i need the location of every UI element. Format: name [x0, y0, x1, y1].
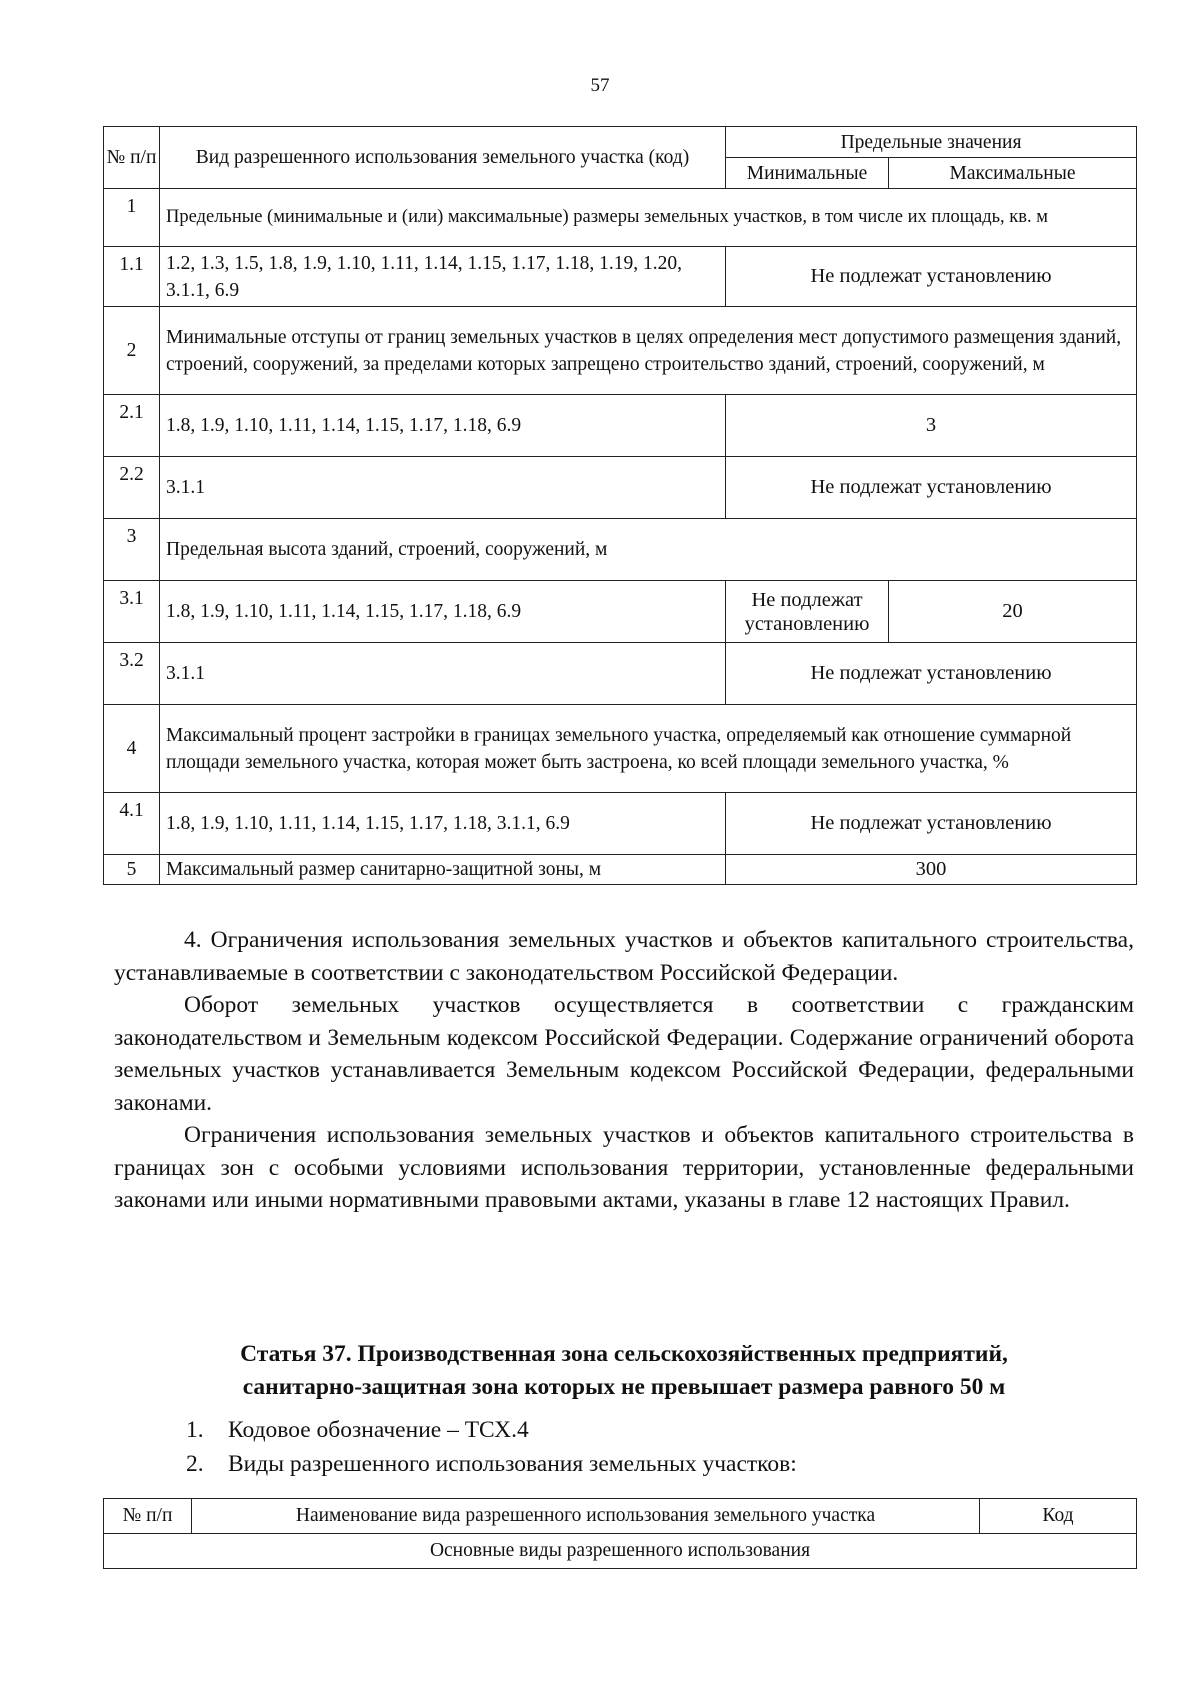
table-row [104, 307, 1137, 395]
table-row [104, 581, 1137, 643]
table-header-row [104, 127, 1137, 158]
row-codes: 1.2, 1.3, 1.5, 1.8, 1.9, 1.10, 1.11, 1.14, 1.15, 1.17, 1.18, 1.19, 1.20, 3.1.1, 6.9 [160, 247, 726, 307]
list-item [186, 1413, 1086, 1447]
row-value: Не подлежат установлению [726, 247, 1137, 307]
row-num: 3 [104, 519, 160, 581]
row-text: Минимальные отступы от границ земельных участков в целях определения мест допустимого размещения зданий, строений, сооружений, за пределами которых запрещено строительство зданий, строений, сооружений, м [160, 307, 1137, 395]
list-item-text: Кодовое обозначение – ТСХ.4 [228, 1417, 529, 1443]
table-header-row [104, 1499, 1137, 1534]
row-num: 4.1 [104, 793, 160, 855]
row-text: Предельные (минимальные и (или) максимальные) размеры земельных участков, в том числе их площадь, кв. м [160, 189, 1137, 247]
limits-table [103, 126, 1137, 885]
row-text: Максимальный размер санитарно-защитной зоны, м [160, 855, 726, 885]
header-name: Наименование вида разрешенного использования земельного участка [192, 1499, 980, 1534]
row-min: Не подлежат установлению [726, 581, 889, 643]
table-row [104, 643, 1137, 705]
row-num: 2.1 [104, 395, 160, 457]
row-num: 5 [104, 855, 160, 885]
list-item-text: Виды разрешенного использования земельных участков: [228, 1451, 797, 1477]
row-max: 20 [889, 581, 1137, 643]
table-row [104, 457, 1137, 519]
row-value: 3 [726, 395, 1137, 457]
table-section-row [104, 1534, 1137, 1569]
article-title [114, 1338, 1134, 1404]
row-num: 2 [104, 307, 160, 395]
table-row [104, 793, 1137, 855]
numbered-list [186, 1413, 1086, 1481]
row-codes: 1.8, 1.9, 1.10, 1.11, 1.14, 1.15, 1.17, 1.18, 6.9 [160, 581, 726, 643]
table-row [104, 189, 1137, 247]
row-codes: 1.8, 1.9, 1.10, 1.11, 1.14, 1.15, 1.17, 1.18, 6.9 [160, 395, 726, 457]
row-value: 300 [726, 855, 1137, 885]
paragraph: 4. Ограничения использования земельных участков и объектов капитального строительства, устанавливаемые в соответствии с законодательством Российской Федерации. [114, 927, 1134, 986]
row-num: 4 [104, 705, 160, 793]
row-codes: 3.1.1 [160, 643, 726, 705]
list-item-number: 1. [186, 1417, 204, 1443]
row-text: Предельная высота зданий, строений, сооружений, м [160, 519, 1137, 581]
paragraph: Оборот земельных участков осуществляется в соответствии с гражданским законодательством и Земельным кодексом Российской Федерации. Содержание ограничений оборота земельных участков устанавливается Земельным кодексом Российской Федерации, федеральными законами. [114, 992, 1134, 1116]
table-row [104, 855, 1137, 885]
header-min: Минимальные [726, 158, 889, 189]
list-item-number: 2. [186, 1451, 204, 1477]
paragraph: Ограничения использования земельных участков и объектов капитального строительства в границах зон с особыми условиями использования территории, установленные федеральными законами или иными нормативными правовыми актами, указаны в главе 12 настоящих Правил. [114, 1122, 1134, 1213]
row-num: 3.2 [104, 643, 160, 705]
article-title-line: санитарно-защитная зона которых не превышает размера равного 50 м [242, 1374, 1006, 1400]
row-codes: 1.8, 1.9, 1.10, 1.11, 1.14, 1.15, 1.17, 1.18, 3.1.1, 6.9 [160, 793, 726, 855]
table-row [104, 247, 1137, 307]
permitted-use-table [103, 1498, 1137, 1569]
row-num: 1 [104, 189, 160, 247]
row-num: 2.2 [104, 457, 160, 519]
list-item [186, 1447, 1086, 1481]
row-codes: 3.1.1 [160, 457, 726, 519]
header-num: № п/п [104, 127, 160, 189]
table-row [104, 705, 1137, 793]
header-limits: Предельные значения [726, 127, 1137, 158]
table-row [104, 395, 1137, 457]
body-text [114, 924, 1134, 1217]
header-type: Вид разрешенного использования земельного участка (код) [160, 127, 726, 189]
header-max: Максимальные [889, 158, 1137, 189]
row-value: Не подлежат установлению [726, 457, 1137, 519]
article-title-line: Статья 37. Производственная зона сельскохозяйственных предприятий, [240, 1341, 1008, 1367]
row-num: 3.1 [104, 581, 160, 643]
table-row [104, 519, 1137, 581]
row-value: Не подлежат установлению [726, 643, 1137, 705]
header-num: № п/п [104, 1499, 192, 1534]
row-num: 1.1 [104, 247, 160, 307]
section-title: Основные виды разрешенного использования [104, 1534, 1137, 1569]
row-value: Не подлежат установлению [726, 793, 1137, 855]
header-code: Код [980, 1499, 1137, 1534]
row-text: Максимальный процент застройки в границах земельного участка, определяемый как отношение суммарной площади земельного участка, которая может быть застроена, ко всей площади земельного участка, % [160, 705, 1137, 793]
page-number: 57 [590, 75, 610, 96]
